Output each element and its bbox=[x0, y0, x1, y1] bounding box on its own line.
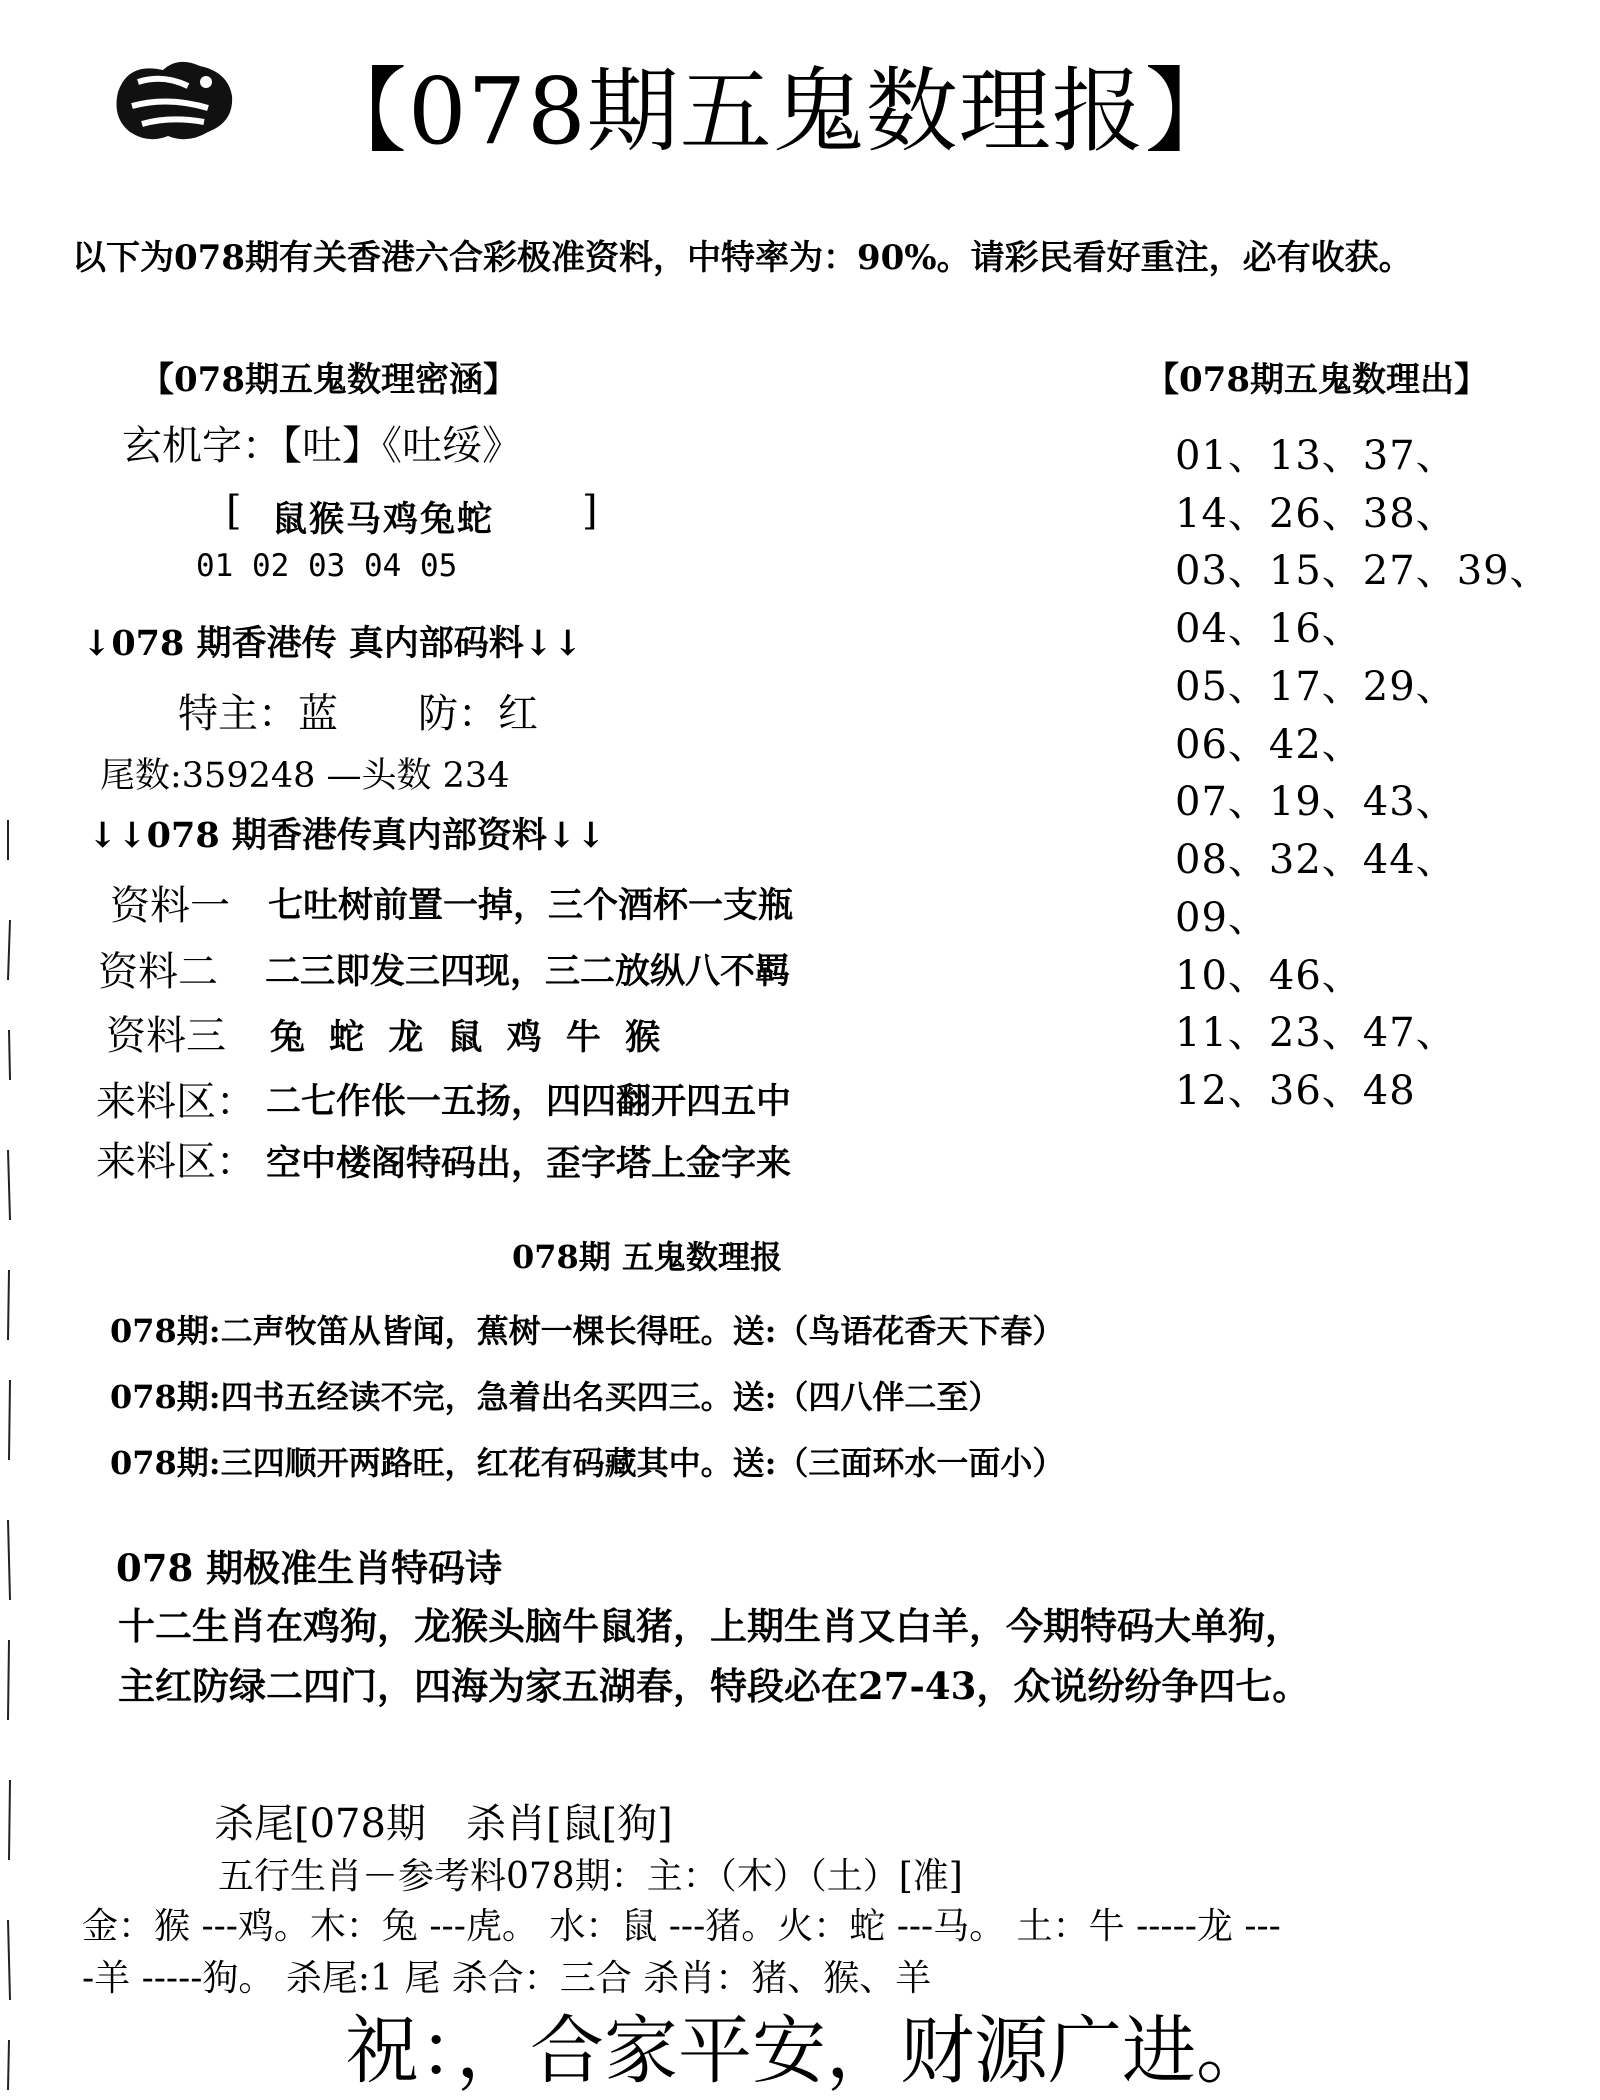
laiyuan-label-1: 来料区： bbox=[96, 1079, 256, 1125]
bao-line-1: 078期:二声牧笛从皆闻，蕉树一棵长得旺。送:（鸟语花香天下春） bbox=[110, 1312, 1065, 1350]
number-row-11: 11、23、47、 bbox=[1175, 1010, 1457, 1056]
number-row-1: 01、13、37、 bbox=[1175, 433, 1457, 479]
laiyuan-text-2: 空中楼阁特码出，歪字塔上金字来 bbox=[266, 1143, 792, 1184]
right-title: 【078期五鬼数理出】 bbox=[1145, 360, 1488, 400]
zodiac-list: 鼠猴马鸡兔蛇 bbox=[272, 499, 495, 540]
kill-line-2: 五行生肖－参考料078期：主：（木）（土）[准] bbox=[218, 1856, 963, 1897]
number-row-6: 06、42、 bbox=[1175, 722, 1363, 768]
zodiac-bracket-close: ] bbox=[582, 488, 598, 534]
mihan-title: 【078期五鬼数理密涵】 bbox=[140, 360, 517, 400]
number-row-4: 04、16、 bbox=[1175, 606, 1363, 652]
kill-line-1: 杀尾[078期 杀肖[鼠[狗] bbox=[214, 1801, 673, 1847]
dragon-logo-icon bbox=[108, 52, 238, 148]
bao-line-3: 078期:三四顺开两路旺，红花有码藏其中。送:（三面环水一面小） bbox=[110, 1444, 1065, 1482]
tezhu-text: 特主：蓝 防：红 bbox=[178, 691, 538, 737]
section-heading-data: ↓↓078 期香港传真内部资料↓↓ bbox=[88, 815, 606, 856]
ziliao-label-3: 资料三 bbox=[106, 1013, 226, 1059]
ziliao-label-2: 资料二 bbox=[98, 949, 218, 995]
zodiac-bracket-open: [ bbox=[226, 488, 242, 534]
poem-line-2: 主红防绿二四门，四海为家五湖春，特段必在27-43，众说纷纷争四七。 bbox=[118, 1664, 1310, 1708]
page-title: 【078期五鬼数理报】 bbox=[315, 58, 1238, 165]
number-row-8: 08、32、44、 bbox=[1175, 837, 1457, 883]
bao-title: 078期 五鬼数理报 bbox=[512, 1238, 782, 1276]
number-row-3: 03、15、27、39、 bbox=[1175, 548, 1551, 594]
ziliao-label-1: 资料一 bbox=[110, 883, 230, 929]
intro-text: 以下为078期有关香港六合彩极准资料，中特率为：90%。请彩民看好重注，必有收获。 bbox=[72, 238, 1413, 278]
weishu-text: 尾数:359248 —头数 234 bbox=[100, 756, 510, 796]
poem-title: 078 期极准生肖特码诗 bbox=[116, 1546, 503, 1590]
xuanji-text: 玄机字：【吐】《吐绥》 bbox=[122, 423, 522, 469]
ziliao-text-2: 二三即发三四现，三二放纵八不羁 bbox=[265, 951, 791, 992]
number-row-9: 09、 bbox=[1175, 895, 1269, 941]
number-row-10: 10、46、 bbox=[1175, 953, 1363, 999]
bao-line-2: 078期:四书五经读不完，急着出名买四三。送:（四八伴二至） bbox=[110, 1378, 1001, 1416]
kill-line-4: -羊 -----狗。 杀尾:1 尾 杀合：三合 杀肖：猪、猴、羊 bbox=[82, 1958, 932, 1999]
ziliao-text-1: 七吐树前置一掉，三个酒杯一支瓶 bbox=[268, 885, 794, 926]
ziliao-text-3: 兔 蛇 龙 鼠 鸡 牛 猴 bbox=[270, 1017, 667, 1058]
section-heading-code: ↓078 期香港传 真内部码料↓↓ bbox=[82, 623, 583, 664]
laiyuan-label-2: 来料区： bbox=[96, 1139, 256, 1185]
kill-line-3: 金：猴 ---鸡。木：兔 ---虎。 水：鼠 ---猪。火：蛇 ---马。 土：牛 -----龙 --- bbox=[82, 1906, 1281, 1947]
blessing-text: 祝：，合家平安，财源广进。 bbox=[345, 2008, 1270, 2094]
number-row-7: 07、19、43、 bbox=[1175, 779, 1457, 825]
laiyuan-text-1: 二七作伥一五扬，四四翻开四五中 bbox=[266, 1081, 792, 1122]
scan-edge-marks bbox=[0, 820, 22, 2100]
number-row-2: 14、26、38、 bbox=[1175, 491, 1457, 537]
zodiac-numbers: 01 02 03 04 05 bbox=[196, 548, 458, 584]
number-row-12: 12、36、48 bbox=[1175, 1068, 1416, 1114]
number-row-5: 05、17、29、 bbox=[1175, 664, 1457, 710]
poem-line-1: 十二生肖在鸡狗，龙猴头脑牛鼠猪，上期生肖又白羊，今期特码大单狗， bbox=[118, 1604, 1302, 1648]
